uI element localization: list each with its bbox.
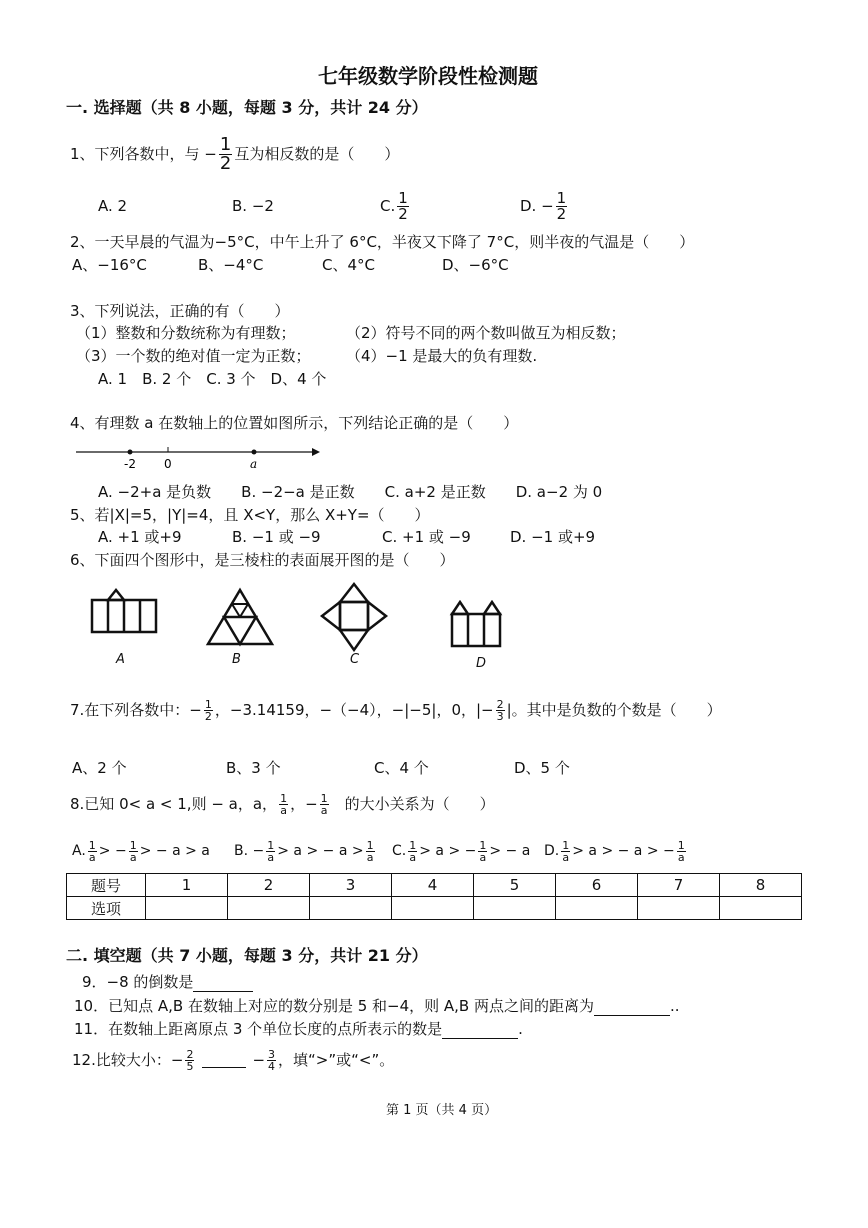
answer-table-answer-row xyxy=(67,897,802,920)
q7-fraction-1-denominator: 2 xyxy=(204,709,212,723)
q12-fraction-1 xyxy=(185,1049,194,1072)
q1-option-c-numerator: 1 xyxy=(398,188,408,207)
q12-fraction-1-numerator: 2 xyxy=(186,1047,194,1061)
q1-option-d-denominator: 2 xyxy=(556,204,567,223)
net-figure-d xyxy=(448,600,508,650)
q7-stem-part-2: ，−3.14159，−（−4），−|−5|，0，|− xyxy=(214,701,494,719)
q3-statement-1: （1）整数和分数统称为有理数； xyxy=(76,324,296,342)
q2-option-b: B、−4°C xyxy=(198,256,264,274)
q5-option-c: C. +1 或 −9 xyxy=(382,528,471,546)
q8-option-b-fraction-1 xyxy=(266,840,275,863)
net-figure-c xyxy=(318,580,390,654)
q7-stem-part-1: 7.在下列各数中：− xyxy=(70,701,202,719)
q1-fraction-numerator: 1 xyxy=(219,133,232,155)
q11-answer-blank[interactable] xyxy=(442,1024,518,1039)
q12-answer-blank[interactable] xyxy=(202,1053,246,1068)
question-4-stem: 4、有理数 a 在数轴上的位置如图所示，下列结论正确的是（ ） xyxy=(70,414,519,432)
q8-option-d-fraction-2-denominator: a xyxy=(677,850,685,864)
question-11 xyxy=(74,1019,523,1039)
q8-option-d-fraction-2 xyxy=(677,840,686,863)
answer-table-number-3: 3 xyxy=(310,874,392,897)
q8-option-d-part-1: D. xyxy=(544,843,560,859)
q8-option-a-part-2: > − xyxy=(98,843,127,859)
q8-option-a-fraction-1-denominator: a xyxy=(88,850,96,864)
net-figure-b xyxy=(204,586,276,648)
q9-answer-blank[interactable] xyxy=(193,977,253,992)
figure-label-b: B xyxy=(232,652,241,667)
q8-option-b-part-2: > a > − a > xyxy=(277,843,364,859)
answer-table-answer-label: 选项 xyxy=(67,897,146,920)
q12-fraction-2-denominator: 4 xyxy=(268,1059,276,1073)
q8-option-a-fraction-1-numerator: 1 xyxy=(88,838,96,852)
arrow-icon xyxy=(312,448,320,456)
q5-option-a: A. +1 或+9 xyxy=(98,528,182,546)
q12-stem-part-3: ，填“>”或“<”。 xyxy=(278,1051,395,1069)
figure-label-d: D xyxy=(476,656,487,671)
answer-table-number-4: 4 xyxy=(392,874,474,897)
question-7-stem xyxy=(70,692,722,728)
q3-options: A. 1 B. 2 个 C. 3 个 D、4 个 xyxy=(98,370,327,388)
q8-option-d-fraction-1-denominator: a xyxy=(562,850,570,864)
q8-option-c-part-2: > a > − xyxy=(419,843,477,859)
question-3-stem: 3、下列说法，正确的有（ ） xyxy=(70,302,290,320)
q8-stem-fraction-2 xyxy=(320,793,329,816)
q7-option-a: A、2 个 xyxy=(72,759,127,777)
q8-option-c-fraction-1 xyxy=(408,840,417,863)
q8-option-b xyxy=(234,834,377,868)
section-1-heading: 一. 选择题（共 8 小题，每题 3 分，共计 24 分） xyxy=(66,98,428,117)
answer-cell-5[interactable] xyxy=(474,897,556,920)
q8-option-c-part-3: > − a xyxy=(489,843,531,859)
q8-option-c-fraction-1-numerator: 1 xyxy=(409,838,417,852)
q8-option-c-fraction-1-denominator: a xyxy=(409,850,417,864)
question-12 xyxy=(72,1042,394,1078)
q1-option-b: B. −2 xyxy=(232,197,274,215)
q5-option-b: B. −1 或 −9 xyxy=(232,528,321,546)
q7-fraction-2-numerator: 2 xyxy=(496,697,504,711)
answer-cell-7[interactable] xyxy=(638,897,720,920)
q3-statement-2: （2）符号不同的两个数叫做互为相反数； xyxy=(346,324,626,342)
q1-option-d-label: D. − xyxy=(520,197,554,215)
question-1-stem xyxy=(70,130,399,178)
question-6-stem: 6、下面四个图形中，是三棱柱的表面展开图的是（ ） xyxy=(70,551,455,569)
q1-option-c-label: C. xyxy=(380,197,396,215)
q2-option-a: A、−16°C xyxy=(72,256,147,274)
q1-option-c-fraction xyxy=(397,188,409,223)
q10-tail: .. xyxy=(670,997,680,1015)
answer-table-number-5: 5 xyxy=(474,874,556,897)
q8-stem-fraction-2-numerator: 1 xyxy=(320,791,328,805)
q7-fraction-1-numerator: 1 xyxy=(204,697,212,711)
q1-option-d-numerator: 1 xyxy=(556,188,567,207)
q8-option-a-part-1: A. xyxy=(72,843,86,859)
q8-stem-part-2: ，− xyxy=(290,795,318,813)
q9-stem: 9．−8 的倒数是 xyxy=(82,973,194,991)
answer-table-number-2: 2 xyxy=(228,874,310,897)
q1-option-a: A. 2 xyxy=(98,197,128,215)
q3-statement-3: （3）一个数的绝对值一定为正数； xyxy=(76,347,311,365)
q8-option-d-part-2: > a > − a > − xyxy=(572,843,675,859)
q8-stem-fraction-1 xyxy=(279,793,288,816)
q8-option-b-fraction-2 xyxy=(366,840,375,863)
q10-answer-blank[interactable] xyxy=(594,1001,670,1016)
axis-label-minus-two: -2 xyxy=(124,457,136,470)
q8-option-a-fraction-2-denominator: a xyxy=(129,850,137,864)
q8-option-d xyxy=(544,834,688,868)
q8-stem-part-3: 的大小关系为（ ） xyxy=(344,795,495,813)
q8-option-c-fraction-2-numerator: 1 xyxy=(479,838,487,852)
q12-fraction-2 xyxy=(267,1049,276,1072)
q3-statement-4: （4）−1 是最大的负有理数. xyxy=(346,347,538,365)
answer-cell-4[interactable] xyxy=(392,897,474,920)
answer-cell-1[interactable] xyxy=(146,897,228,920)
q7-option-d: D、5 个 xyxy=(514,759,570,777)
q8-option-b-fraction-1-denominator: a xyxy=(267,850,275,864)
q8-option-a-fraction-2 xyxy=(129,840,138,863)
q8-option-d-fraction-2-numerator: 1 xyxy=(677,838,685,852)
q8-option-b-part-1: B. − xyxy=(234,843,265,859)
q2-option-c: C、4°C xyxy=(322,256,375,274)
answer-table-number-1: 1 xyxy=(146,874,228,897)
q1-fraction-denominator: 2 xyxy=(219,152,232,174)
section-2-heading: 二. 填空题（共 7 小题，每题 3 分，共计 21 分） xyxy=(66,946,428,965)
q7-stem-part-3: |。其中是负数的个数是（ ） xyxy=(506,701,722,719)
answer-table-header-label: 题号 xyxy=(67,874,146,897)
answer-table-number-7: 7 xyxy=(638,874,720,897)
q7-option-c: C、4 个 xyxy=(374,759,429,777)
q1-stem-suffix: 互为相反数的是（ ） xyxy=(234,145,400,163)
q8-option-a-part-3: > − a > a xyxy=(139,843,210,859)
q1-stem-prefix: 1、下列各数中，与 − xyxy=(70,145,217,163)
q7-option-b: B、3 个 xyxy=(226,759,281,777)
answer-table-number-6: 6 xyxy=(556,874,638,897)
q8-stem-fraction-1-denominator: a xyxy=(280,803,287,817)
q8-stem-part-1: 8.已知 0< a < 1,则 − a，a， xyxy=(70,795,278,813)
question-2-stem: 2、一天早晨的气温为−5°C，中午上升了 6°C，半夜又下降了 7°C，则半夜的气温是（ ） xyxy=(70,233,695,251)
q10-stem: 10．已知点 A,B 在数轴上对应的数分别是 5 和−4，则 A,B 两点之间的距离为 xyxy=(74,997,594,1015)
q5-option-d: D. −1 或+9 xyxy=(510,528,596,546)
q8-option-b-fraction-2-numerator: 1 xyxy=(366,838,374,852)
figure-label-c: C xyxy=(350,652,360,667)
q8-option-a-fraction-1 xyxy=(88,840,97,863)
q8-option-b-fraction-2-denominator: a xyxy=(366,850,374,864)
answer-cell-6[interactable] xyxy=(556,897,638,920)
answer-cell-2[interactable] xyxy=(228,897,310,920)
q8-option-c-fraction-2-denominator: a xyxy=(479,850,487,864)
q8-option-c xyxy=(392,834,530,868)
q8-option-b-fraction-1-numerator: 1 xyxy=(267,838,275,852)
answer-cell-3[interactable] xyxy=(310,897,392,920)
q12-fraction-1-denominator: 5 xyxy=(186,1059,194,1073)
question-10 xyxy=(74,996,680,1016)
q2-option-d: D、−6°C xyxy=(442,256,509,274)
q8-option-d-fraction-1 xyxy=(561,840,570,863)
answer-cell-8[interactable] xyxy=(720,897,802,920)
answer-table xyxy=(66,873,802,920)
q1-fraction xyxy=(219,133,232,174)
page-footer: 第 1 页（共 4 页） xyxy=(386,1103,498,1118)
q7-fraction-2 xyxy=(496,699,505,722)
q8-stem-fraction-1-numerator: 1 xyxy=(280,791,288,805)
number-line-figure xyxy=(72,440,322,470)
question-9 xyxy=(82,972,253,992)
q1-option-c xyxy=(380,188,411,224)
q11-tail: . xyxy=(518,1020,523,1038)
figure-label-a: A xyxy=(116,652,125,667)
q12-stem-part-1: 12.比较大小：− xyxy=(72,1051,184,1069)
q12-stem-part-2: − xyxy=(252,1051,266,1069)
answer-table-number-8: 8 xyxy=(720,874,802,897)
q8-option-a xyxy=(72,834,210,868)
answer-table-header-row xyxy=(67,874,802,897)
q8-option-c-fraction-2 xyxy=(478,840,487,863)
q8-option-c-part-1: C. xyxy=(392,843,407,859)
q8-option-a-fraction-2-numerator: 1 xyxy=(129,838,137,852)
q11-stem: 11．在数轴上距离原点 3 个单位长度的点所表示的数是 xyxy=(74,1020,443,1038)
axis-label-a: a xyxy=(250,457,258,470)
question-8-stem xyxy=(70,786,495,822)
q4-options: A. −2+a 是负数 B. −2−a 是正数 C. a+2 是正数 D. a−2 为 0 xyxy=(98,483,603,501)
axis-label-zero: 0 xyxy=(164,457,172,470)
q8-option-d-fraction-1-numerator: 1 xyxy=(562,838,570,852)
net-figure-a xyxy=(88,588,160,636)
q8-stem-fraction-2-denominator: a xyxy=(320,803,328,817)
question-5-stem: 5、若|X|=5，|Y|=4，且 X<Y，那么 X+Y=（ ） xyxy=(70,506,430,524)
point-a xyxy=(252,450,257,455)
q12-fraction-2-numerator: 3 xyxy=(268,1047,276,1061)
page-title: 七年级数学阶段性检测题 xyxy=(318,64,538,88)
point-minus-two xyxy=(128,450,133,455)
q7-fraction-2-denominator: 3 xyxy=(496,709,504,723)
q1-option-d xyxy=(520,188,569,224)
q1-option-c-denominator: 2 xyxy=(398,204,408,223)
q1-option-d-fraction xyxy=(556,188,568,223)
q7-fraction-1 xyxy=(204,699,213,722)
